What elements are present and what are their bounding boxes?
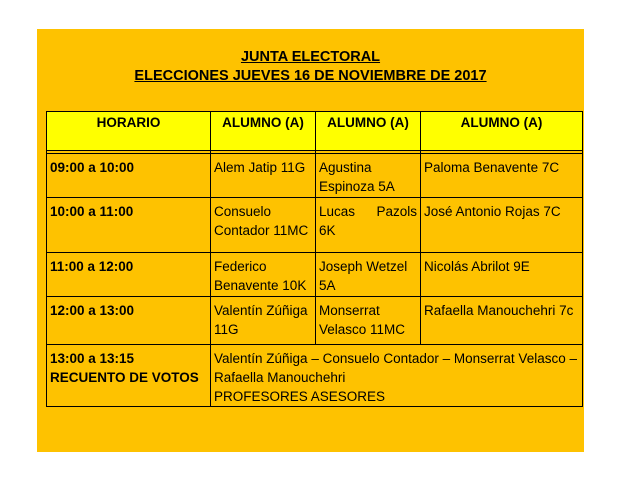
student-cell: Consuelo Contador 11MC [211, 198, 316, 253]
table-row [47, 253, 583, 297]
document-panel [37, 29, 584, 452]
table-row [47, 198, 583, 253]
column-header-alumno-3: ALUMNO (A) [421, 112, 583, 151]
student-cell: Rafaella Manouchehri 7c [421, 297, 583, 345]
column-header-alumno-1: ALUMNO (A) [211, 112, 316, 151]
student-cell: Nicolás Abrilot 9E [421, 253, 583, 297]
table-row [47, 297, 583, 345]
table-header-row [47, 112, 583, 151]
student-cell: Agustina Espinoza 5A [316, 154, 421, 198]
student-cell: Paloma Benavente 7C [421, 154, 583, 198]
final-time: 13:00 a 13:15 [50, 351, 135, 366]
document-title: JUNTA ELECTORAL [240, 49, 381, 65]
student-cell: Monserrat Velasco 11MC [316, 297, 421, 345]
time-cell: 09:00 a 10:00 [47, 154, 211, 198]
column-header-horario: HORARIO [47, 112, 211, 151]
table-row [47, 154, 583, 198]
vote-count-label: RECUENTO DE VOTOS [50, 370, 199, 385]
table-row-final [47, 345, 583, 407]
student-cell: José Antonio Rojas 7C [421, 198, 583, 253]
final-time-cell [47, 345, 211, 407]
student-cell: Joseph Wetzel 5A [316, 253, 421, 297]
document-subtitle: ELECCIONES JUEVES 16 DE NOVIEMBRE DE 2017 [134, 68, 487, 84]
final-names: Valentín Zúñiga – Consuelo Contador – Monserrat Velasco – Rafaella Manouchehri [214, 351, 577, 385]
advisors-label: PROFESORES ASESORES [214, 389, 386, 404]
time-cell: 10:00 a 11:00 [47, 198, 211, 253]
student-cell: Lucas Pazols 6K [316, 198, 421, 253]
time-cell: 12:00 a 13:00 [47, 297, 211, 345]
time-cell: 11:00 a 12:00 [47, 253, 211, 297]
student-cell: Valentín Zúñiga 11G [211, 297, 316, 345]
student-cell: Alem Jatip 11G [211, 154, 316, 198]
student-cell: Federico Benavente 10K [211, 253, 316, 297]
column-header-alumno-2: ALUMNO (A) [316, 112, 421, 151]
final-names-cell [211, 345, 583, 407]
schedule-table [46, 111, 583, 407]
